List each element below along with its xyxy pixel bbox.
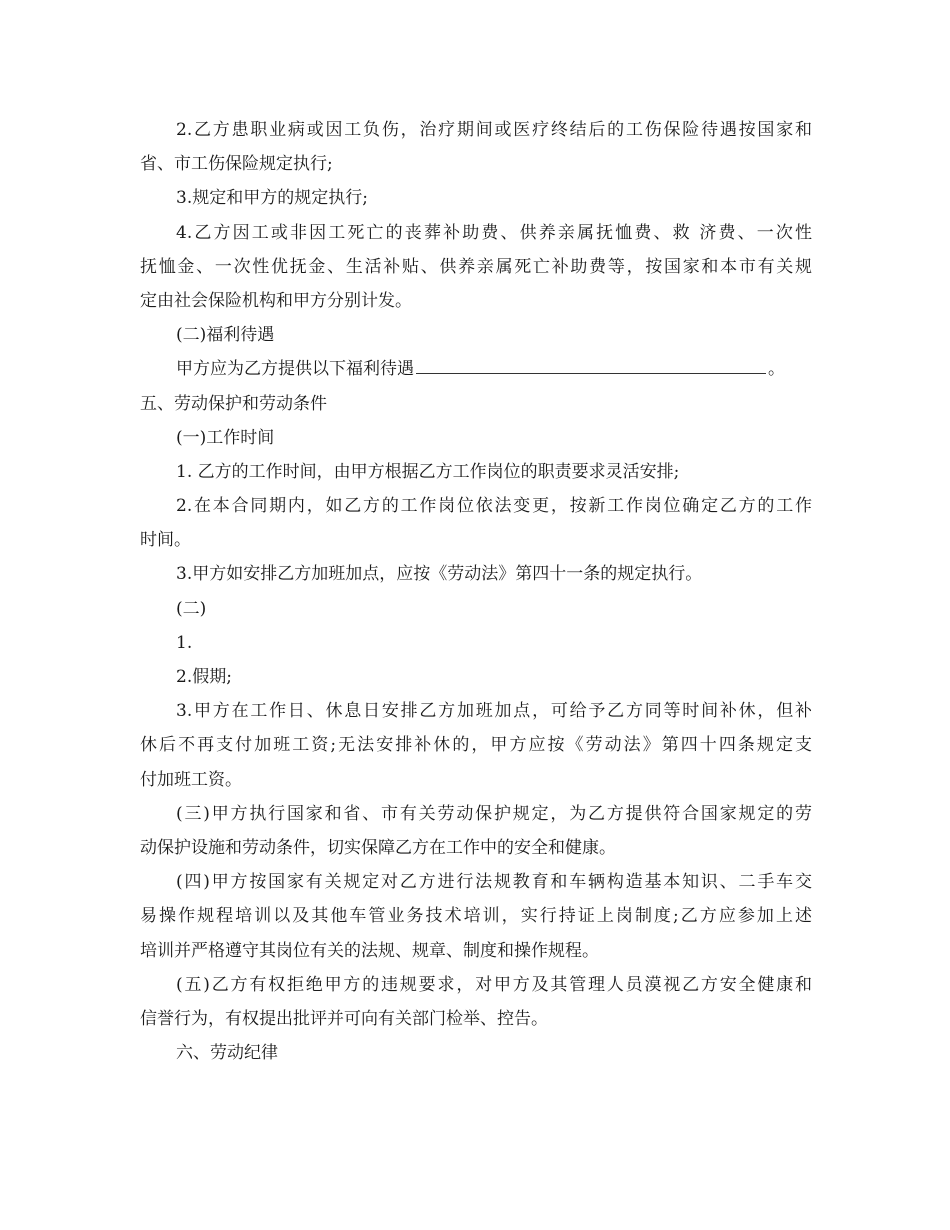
text-line-content: 2.假期; <box>176 667 232 687</box>
text-line-content: 五、劳动保护和劳动条件 <box>140 393 327 414</box>
text-line <box>140 421 812 455</box>
text-line <box>140 626 812 660</box>
text-line-content: 1. 乙方的工作时间，由甲方根据乙方工作岗位的职责要求灵活安排; <box>176 461 680 482</box>
text-line-content: 抚恤金、一次性优抚金、生活补贴、供养亲属死亡补助费等，按国家和本市有关规 <box>140 256 812 277</box>
text-line <box>140 899 812 933</box>
text-line <box>140 523 812 557</box>
text-line <box>140 694 812 728</box>
text-line <box>140 489 812 523</box>
text-line <box>140 934 812 968</box>
text-line <box>140 728 812 762</box>
text-line-content: (一)工作时间 <box>176 427 275 448</box>
text-line <box>140 763 812 797</box>
text-line-content: 4.乙方因工或非因工死亡的丧葬补助费、供养亲属抚恤费、救 济费、一次性 <box>176 222 812 243</box>
text-line <box>140 387 812 421</box>
text-line <box>140 318 812 352</box>
text-line-content: (四)甲方按国家有关规定对乙方进行法规教育和车辆构造基本知识、二手车交 <box>176 872 812 893</box>
text-line-content: 信誉行为，有权提出批评并可向有关部门检举、控告。 <box>140 1008 548 1029</box>
text-line <box>140 1002 812 1036</box>
text-line-content: 1. <box>176 632 193 653</box>
text-line-content: 省、市工伤保险规定执行; <box>140 154 333 175</box>
text-line-content: 定由社会保险机构和甲方分别计发。 <box>140 290 412 311</box>
text-line-content: 六、劳动纪律 <box>176 1043 278 1064</box>
text-line <box>140 1036 812 1070</box>
text-line-content: (二) <box>176 598 207 619</box>
text-line <box>140 181 812 215</box>
text-line <box>140 797 812 831</box>
text-line <box>140 557 812 591</box>
text-line <box>140 113 812 147</box>
text-line-content: (五)乙方有权拒绝甲方的违规要求，对甲方及其管理人员漠视乙方安全健康和 <box>176 974 812 995</box>
text-line-content: 易操作规程培训以及其他车管业务技术培训，实行持证上岗制度;乙方应参加上述 <box>140 906 812 927</box>
text-line-content: (三)甲方执行国家和省、市有关劳动保护规定，为乙方提供符合国家规定的劳 <box>176 803 812 824</box>
text-line-content: (二)福利待遇 <box>176 325 275 346</box>
text-line <box>140 284 812 318</box>
text-line-content: 2.乙方患职业病或因工负伤，治疗期间或医疗终结后的工伤保险待遇按国家和 <box>176 120 812 140</box>
text-line-content: 3.甲方在工作日、休息日安排乙方加班加点，可给予乙方同等时间补休，但补 <box>176 701 812 722</box>
text-line-content: 动保护设施和劳动条件，切实保障乙方在工作中的安全和健康。 <box>140 837 616 858</box>
benefit-line-prefix: 甲方应为乙方提供以下福利待遇 <box>176 359 414 380</box>
text-line <box>140 455 812 489</box>
text-line <box>140 147 812 181</box>
text-line <box>140 216 812 250</box>
text-line <box>140 592 812 626</box>
text-line-content: 休后不再支付加班工资;无法安排补休的，甲方应按《劳动法》第四十四条规定支 <box>140 735 812 756</box>
document-body <box>140 113 812 1070</box>
text-line <box>140 865 812 899</box>
text-line <box>140 250 812 284</box>
fill-in-blank <box>416 353 766 374</box>
text-line-content: 培训并严格遵守其岗位有关的法规、规章、制度和操作规程。 <box>140 940 599 961</box>
text-line-content: 3.甲方如安排乙方加班加点，应按《劳动法》第四十一条的规定执行。 <box>176 564 703 585</box>
text-line-content: 2.在本合同期内，如乙方的工作岗位依法变更，按新工作岗位确定乙方的工作 <box>176 496 812 517</box>
benefit-line-suffix: 。 <box>768 359 785 380</box>
text-line <box>140 968 812 1002</box>
text-line-content: 时间。 <box>140 530 191 551</box>
text-line <box>140 831 812 865</box>
text-line-content: 付加班工资。 <box>140 769 242 790</box>
text-line <box>140 660 812 694</box>
benefit-line <box>140 352 812 386</box>
text-line-content: 3.规定和甲方的规定执行; <box>176 188 368 209</box>
